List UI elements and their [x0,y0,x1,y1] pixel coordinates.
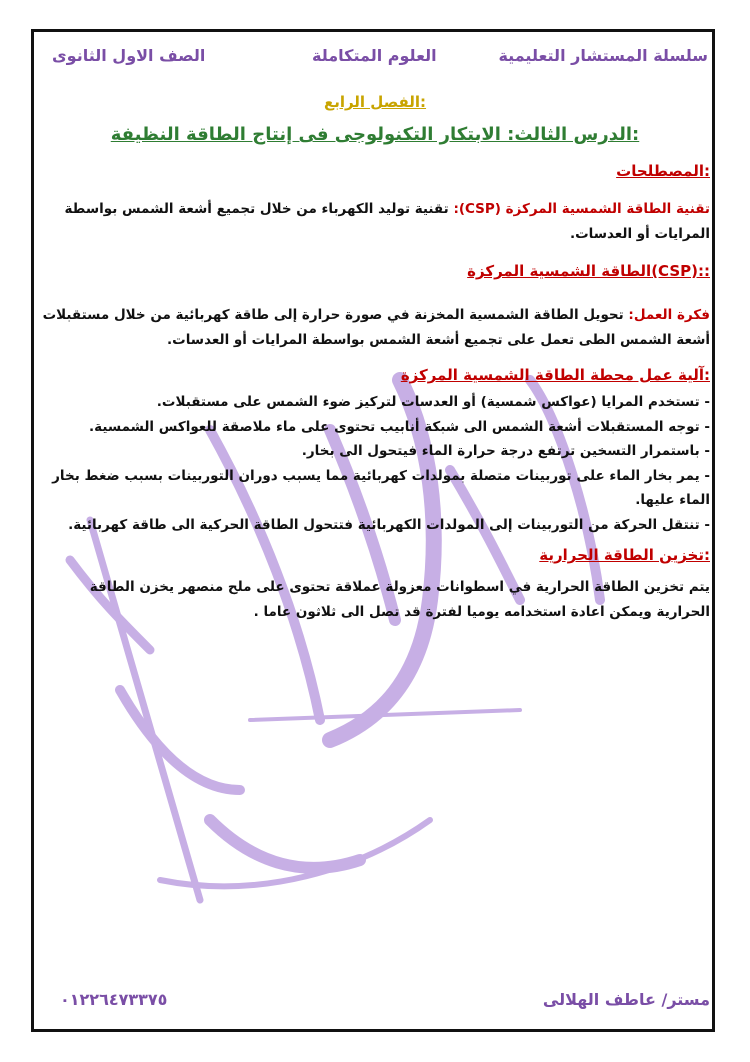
idea-text: تحويل الطاقة الشمسية المخزنة في صورة حرارة إلى طاقة كهربائية من خلال مستقبلات أشعة الشمس الطى تعمل على تجميع أشعة الشمس بواسطة المرايات أو العدسات. [42,307,710,348]
csp-term: تقنية الطاقة الشمسية المركزة (CSP): [453,201,710,217]
idea-paragraph [40,303,710,353]
grade-title: الصف الاول الثانوى [52,46,206,65]
lesson-title: الدرس الثالث: الابتكار التكنولوجى فى إنتاج الطاقة النظيفة: [110,124,640,145]
list-item: - توجه المستقبلات أشعة الشمس الى شبكة أنابيب تحتوى على ماء ملاصقة للعواكس الشمسية. [89,418,710,435]
idea-term: فكرة العمل: [628,307,710,323]
csp-definition: تقنية توليد الكهرباء من خلال تجميع أشعة الشمس بواسطة المرايات أو العدسات. [64,201,710,242]
mechanism-heading: آلية عمل محطة الطاقة الشمسية المركزة: [400,366,710,384]
teacher-name: مستر/ عاطف الهلالى [542,990,710,1009]
mechanism-steps [40,390,710,537]
storage-heading: تخزين الطاقة الحرارية: [539,546,710,564]
chapter-title: الفصل الرابع: [323,93,427,111]
terms-heading: المصطلحات: [616,162,710,180]
list-item: - تستخدم المرايا (عواكس شمسية) أو العدسات لتركيز ضوء الشمس على مستقبلات. [156,394,710,410]
list-item: - تنتقل الحركة من التوربينات إلى المولدات الكهربائية فتتحول الطاقة الحركية الى طاقة كهربائية. [68,516,710,533]
list-item: - يمر بخار الماء على توربينات متصلة بمولدات كهربائية مما يسبب دوران التوربينات بسبب ضغط بخار الماء عليها. [52,467,710,508]
storage-paragraph: يتم تخزين الطاقة الحرارية في اسطوانات معزولة عملاقة تحتوى على ملح منصهر يخزن الطاقة الحرارية ويمكن اعادة استخدامه يوميا لفترة قد تصل الى ثلاثون عاما . [89,579,710,620]
subject-title: العلوم المتكاملة [312,46,437,65]
csp-heading: الطاقة الشمسية المركزة(CSP):: [467,262,710,280]
phone-number: ٠١٢٢٦٤٧٣٣٧٥ [60,990,168,1009]
series-title: سلسلة المستشار التعليمية [498,46,708,65]
csp-definition-paragraph [40,197,710,247]
list-item: - باستمرار التسخين ترتفع درجة حرارة الماء فيتحول الى بخار. [301,443,710,459]
